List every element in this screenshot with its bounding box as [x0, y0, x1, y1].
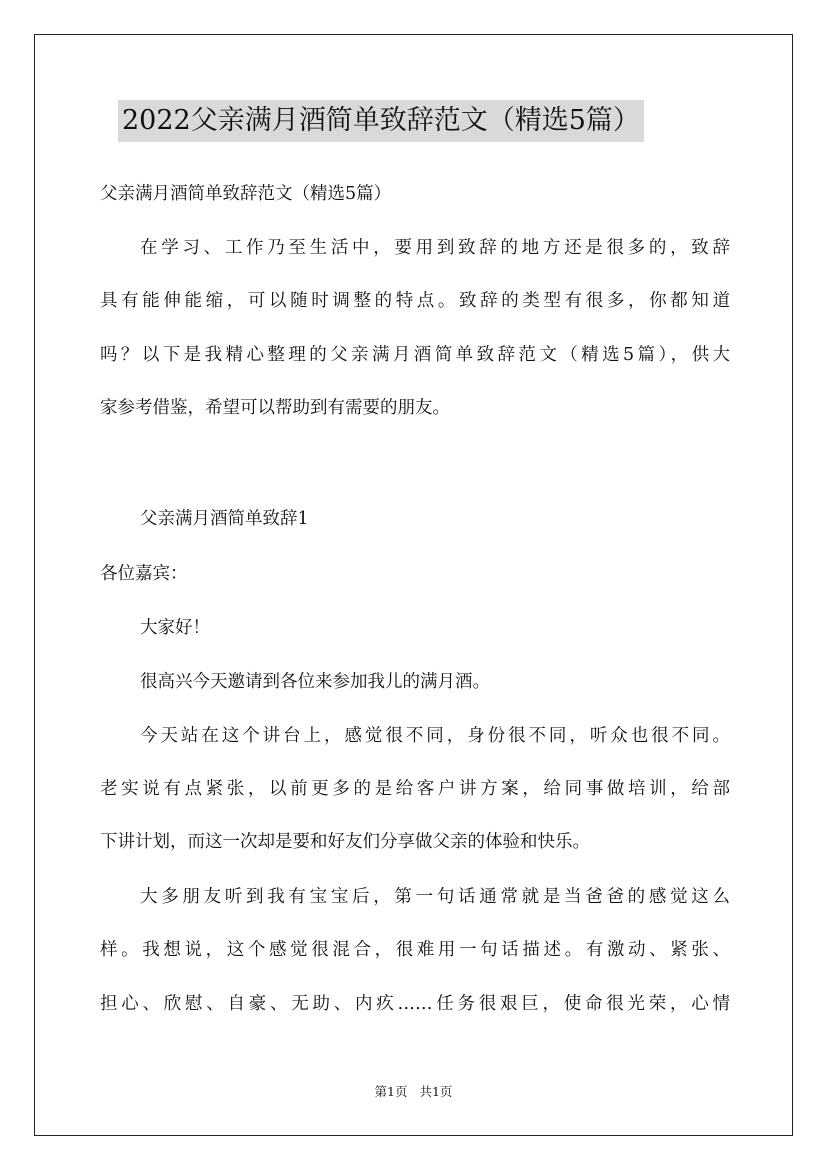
page-footer	[0, 1084, 827, 1100]
greeting: 大家好！	[140, 618, 210, 638]
intro-line-3: 吗？以下是我精心整理的父亲满月酒简单致辞范文（精选5篇），供大	[100, 345, 730, 365]
paragraph-3-line-2: 样。我想说，这个感觉很混合，很难用一句话描述。有激动、紧张、	[100, 940, 730, 960]
page-number: 第1页	[374, 1084, 408, 1099]
intro-line-1: 在学习、工作乃至生活中，要用到致辞的地方还是很多的，致辞	[140, 238, 730, 258]
section-heading: 父亲满月酒简单致辞1	[140, 509, 309, 529]
salutation: 各位嘉宾：	[100, 564, 188, 584]
document-title: 2022父亲满月酒简单致辞范文（精选5篇）	[118, 100, 644, 142]
intro-line-2: 具有能伸能缩，可以随时调整的特点。致辞的类型有很多，你都知道	[100, 291, 730, 311]
paragraph-3-line-3: 担心、欣慰、自豪、无助、内疚……任务很艰巨，使命很光荣，心情	[100, 994, 730, 1014]
document-subtitle: 父亲满月酒简单致辞范文（精选5篇）	[100, 184, 392, 204]
paragraph-3-line-1: 大多朋友听到我有宝宝后，第一句话通常就是当爸爸的感觉这么	[140, 887, 730, 907]
intro-line-4: 家参考借鉴，希望可以帮助到有需要的朋友。	[100, 398, 450, 418]
paragraph-2-line-1: 今天站在这个讲台上，感觉很不同，身份很不同，听众也很不同。	[140, 726, 730, 746]
paragraph-2-line-2: 老实说有点紧张，以前更多的是给客户讲方案，给同事做培训，给部	[100, 779, 730, 799]
page-total: 共1页	[419, 1084, 453, 1099]
paragraph-1: 很高兴今天邀请到各位来参加我儿的满月酒。	[140, 672, 490, 692]
paragraph-2-line-3: 下讲计划，而这一次却是要和好友们分享做父亲的体验和快乐。	[100, 832, 590, 852]
